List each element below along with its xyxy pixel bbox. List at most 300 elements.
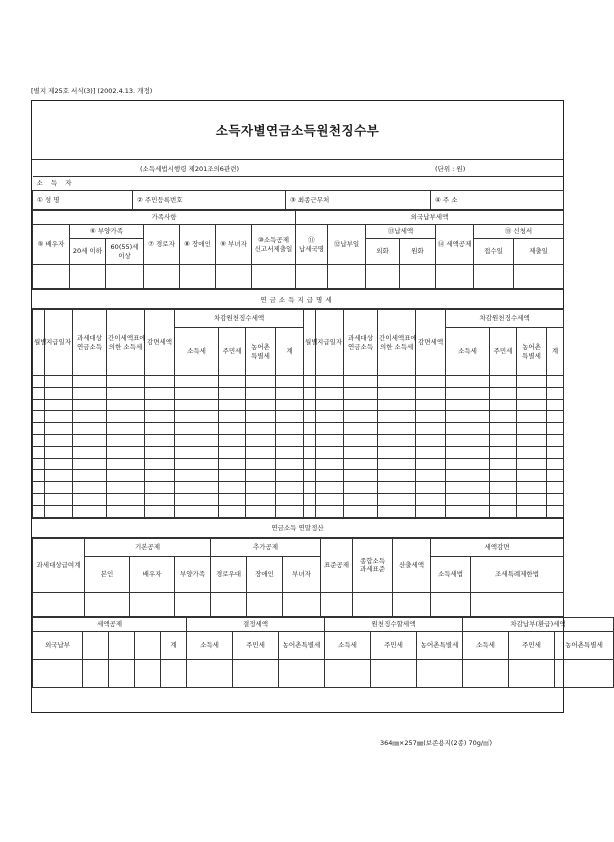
- table-cell[interactable]: [33, 470, 45, 482]
- wh-rural-tax-label: 농어촌특별세: [417, 631, 463, 659]
- form-title-row: [32, 101, 563, 160]
- fin-rural-tax-label: 농어촌특별세: [555, 631, 614, 659]
- table-cell[interactable]: [490, 411, 517, 423]
- table-cell[interactable]: [490, 482, 517, 494]
- table-cell[interactable]: [344, 399, 378, 411]
- table-cell[interactable]: [219, 470, 246, 482]
- table-cell[interactable]: [547, 434, 564, 446]
- table-cell[interactable]: [175, 458, 219, 470]
- table-cell[interactable]: [416, 376, 446, 388]
- table-cell[interactable]: [107, 411, 145, 423]
- subtitle-row: [32, 160, 563, 176]
- table-cell[interactable]: [246, 482, 276, 494]
- table-cell[interactable]: [33, 434, 45, 446]
- table-cell[interactable]: [517, 399, 547, 411]
- table-cell[interactable]: [517, 423, 547, 435]
- table-cell[interactable]: [378, 493, 416, 505]
- table-cell[interactable]: [344, 470, 378, 482]
- taxable-label-2: 과세대상 연금소득: [344, 310, 378, 376]
- table-cell[interactable]: [547, 399, 564, 411]
- table-cell[interactable]: [304, 470, 316, 482]
- table-cell[interactable]: [175, 482, 219, 494]
- female-label: ⑨ 부녀자: [216, 225, 252, 265]
- table-cell[interactable]: [246, 446, 276, 458]
- received-date-label: 접수일: [474, 239, 514, 265]
- table-cell[interactable]: [175, 399, 219, 411]
- table-cell[interactable]: [490, 423, 517, 435]
- table-cell[interactable]: [175, 446, 219, 458]
- additional-deduction-label: 추가공제: [211, 538, 321, 556]
- table-cell[interactable]: [316, 411, 344, 423]
- foreign-section-label: 외국납부세액: [296, 211, 564, 225]
- table-cell[interactable]: [73, 434, 107, 446]
- settlement-table: [32, 538, 564, 617]
- tax-base-label: 종합소득 과세표준: [353, 538, 393, 592]
- table-cell[interactable]: [219, 411, 246, 423]
- table-cell[interactable]: [304, 423, 316, 435]
- final-tax-label: 차감납부(환급)세액: [463, 617, 614, 631]
- table-cell[interactable]: [107, 458, 145, 470]
- table-cell[interactable]: [446, 505, 490, 517]
- table-cell[interactable]: [219, 376, 246, 388]
- table-cell[interactable]: [416, 470, 446, 482]
- table-cell[interactable]: [45, 470, 73, 482]
- table-row: [33, 505, 564, 517]
- table-cell[interactable]: [304, 446, 316, 458]
- taxable-label-1: 과세대상 연금소득: [73, 310, 107, 376]
- table-cell[interactable]: [446, 423, 490, 435]
- table-cell[interactable]: [107, 399, 145, 411]
- table-cell[interactable]: [416, 387, 446, 399]
- table-cell[interactable]: [276, 458, 304, 470]
- table-cell[interactable]: [446, 482, 490, 494]
- employer-label: ③ 최종근무처: [286, 191, 431, 210]
- table-cell[interactable]: [45, 434, 73, 446]
- fin-resident-tax-label: 주민세: [509, 631, 555, 659]
- table-cell[interactable]: [316, 434, 344, 446]
- application-label: ⑮ 신청서: [474, 225, 564, 239]
- table-cell[interactable]: [33, 387, 45, 399]
- table-cell[interactable]: [344, 376, 378, 388]
- table-cell[interactable]: [246, 505, 276, 517]
- table-cell[interactable]: [246, 376, 276, 388]
- form-number: [별지 제25호 서식(3)] (2002.4.13. 개정): [31, 87, 153, 95]
- table-cell[interactable]: [175, 387, 219, 399]
- table-cell[interactable]: [344, 482, 378, 494]
- table-cell[interactable]: [316, 482, 344, 494]
- foreign-tax-label: ⑬납세액: [366, 225, 436, 239]
- table-cell[interactable]: [175, 411, 219, 423]
- table-cell[interactable]: [416, 482, 446, 494]
- table-cell[interactable]: [378, 376, 416, 388]
- table-cell[interactable]: [246, 399, 276, 411]
- table-cell[interactable]: [547, 458, 564, 470]
- table-cell[interactable]: [316, 470, 344, 482]
- table-cell[interactable]: [547, 482, 564, 494]
- table-cell[interactable]: [446, 411, 490, 423]
- table-cell[interactable]: [107, 493, 145, 505]
- tax-credit-label: ⑭ 세액공제: [436, 225, 474, 265]
- table-cell[interactable]: [33, 411, 45, 423]
- table-cell[interactable]: [219, 458, 246, 470]
- income-tax-label-1: 소득세: [175, 328, 219, 376]
- det-rural-tax-label: 농어촌특별세: [279, 631, 325, 659]
- table-cell[interactable]: [446, 470, 490, 482]
- self-label: 본인: [85, 556, 130, 592]
- table-cell[interactable]: [416, 458, 446, 470]
- table-cell[interactable]: [73, 423, 107, 435]
- name-label: ① 성 명: [33, 191, 133, 210]
- table-cell[interactable]: [246, 434, 276, 446]
- table-cell[interactable]: [107, 446, 145, 458]
- table-cell[interactable]: [490, 387, 517, 399]
- table-cell[interactable]: [219, 482, 246, 494]
- table-cell[interactable]: [490, 446, 517, 458]
- table-cell[interactable]: [276, 482, 304, 494]
- table-cell[interactable]: [33, 505, 45, 517]
- table-cell[interactable]: [416, 505, 446, 517]
- table-cell[interactable]: [246, 423, 276, 435]
- table-cell[interactable]: [316, 376, 344, 388]
- reduced-label-1: 감면세액: [145, 310, 175, 376]
- table-cell[interactable]: [378, 411, 416, 423]
- table-cell[interactable]: [219, 505, 246, 517]
- table-cell[interactable]: [45, 458, 73, 470]
- month-label-1: 월별: [33, 310, 45, 376]
- table-cell[interactable]: [316, 399, 344, 411]
- table-cell[interactable]: [446, 376, 490, 388]
- table-cell[interactable]: [547, 493, 564, 505]
- table-cell[interactable]: [73, 505, 107, 517]
- foreign-currency-label: 외화: [366, 239, 400, 265]
- table-cell[interactable]: [316, 493, 344, 505]
- table-cell[interactable]: [145, 482, 175, 494]
- paper-spec: 364㎜×257㎜(보존용지(2종) 70g/㎡): [380, 739, 493, 747]
- prev-withheld-label: 원천징수할세액: [325, 617, 463, 631]
- spouse-label: ⑤ 배우자: [33, 225, 70, 265]
- table-cell[interactable]: [145, 458, 175, 470]
- table-cell[interactable]: [246, 411, 276, 423]
- table-cell[interactable]: [33, 446, 45, 458]
- family-section-label: 가족사항: [33, 211, 296, 225]
- table-cell[interactable]: [416, 411, 446, 423]
- table-cell[interactable]: [276, 446, 304, 458]
- table-cell[interactable]: [547, 423, 564, 435]
- table-cell[interactable]: [45, 505, 73, 517]
- table-cell[interactable]: [73, 387, 107, 399]
- table-cell[interactable]: [378, 399, 416, 411]
- total-label-1: 계: [276, 328, 304, 376]
- table-cell[interactable]: [145, 446, 175, 458]
- family-foreign-table: [32, 210, 564, 289]
- table-cell[interactable]: [246, 493, 276, 505]
- rural-tax-label-1: 농어촌 특별세: [246, 328, 276, 376]
- table-cell[interactable]: [219, 399, 246, 411]
- table-cell[interactable]: [107, 376, 145, 388]
- table-cell[interactable]: [175, 434, 219, 446]
- standard-deduction-label: 표준공제: [321, 538, 353, 592]
- rural-tax-label-2: 농어촌 특별세: [517, 328, 547, 376]
- settle-elderly-label: 경로우대: [211, 556, 247, 592]
- dependents-label: ⑥ 부양가족: [70, 225, 144, 239]
- under20-label: 20세 이하: [70, 239, 106, 265]
- table-cell[interactable]: [73, 482, 107, 494]
- table-cell[interactable]: [344, 458, 378, 470]
- table-cell[interactable]: [107, 505, 145, 517]
- settle-spouse-label: 배우자: [130, 556, 175, 592]
- calculated-tax-label: 산출세액: [393, 538, 431, 592]
- reduced-label-2: 감면세액: [416, 310, 446, 376]
- table-cell[interactable]: [219, 434, 246, 446]
- table-cell[interactable]: [73, 376, 107, 388]
- table-cell[interactable]: [344, 411, 378, 423]
- table-cell[interactable]: [490, 399, 517, 411]
- table-cell[interactable]: [517, 470, 547, 482]
- table-row: [33, 470, 564, 482]
- income-tax-label-2: 소득세: [446, 328, 490, 376]
- table-cell[interactable]: [107, 482, 145, 494]
- table-cell[interactable]: [304, 482, 316, 494]
- table-cell[interactable]: [446, 399, 490, 411]
- table-cell[interactable]: [490, 493, 517, 505]
- paydate-label-2: 지급일자: [316, 310, 344, 376]
- table-cell[interactable]: [316, 446, 344, 458]
- table-cell[interactable]: [276, 505, 304, 517]
- table-cell[interactable]: [378, 434, 416, 446]
- table-cell[interactable]: [276, 434, 304, 446]
- table-cell[interactable]: [344, 446, 378, 458]
- table-cell[interactable]: [304, 387, 316, 399]
- table-cell[interactable]: [73, 411, 107, 423]
- table-cell[interactable]: [378, 423, 416, 435]
- resident-tax-label-1: 주민세: [219, 328, 246, 376]
- payment-table: [32, 309, 564, 518]
- table-row: [33, 458, 564, 470]
- table-cell[interactable]: [517, 387, 547, 399]
- table-cell[interactable]: [490, 470, 517, 482]
- table-cell[interactable]: [145, 505, 175, 517]
- table-cell[interactable]: [175, 505, 219, 517]
- table-cell[interactable]: [107, 434, 145, 446]
- table-cell[interactable]: [45, 387, 73, 399]
- deduction-date-label: ⑩소득공제 신고서제출일: [252, 225, 296, 265]
- legal-basis: (소득세법시행령 제201조의6관련): [140, 165, 240, 173]
- settlement-section-label: 연금소득 연말정산: [32, 518, 563, 538]
- table-cell[interactable]: [33, 399, 45, 411]
- table-cell[interactable]: [378, 482, 416, 494]
- table-cell[interactable]: [145, 399, 175, 411]
- table-cell[interactable]: [517, 411, 547, 423]
- table-cell[interactable]: [304, 493, 316, 505]
- wh-resident-tax-label: 주민세: [371, 631, 417, 659]
- address-label: ④ 주 소: [431, 191, 564, 210]
- table-row: [33, 482, 564, 494]
- table-cell[interactable]: [344, 387, 378, 399]
- table-cell[interactable]: [378, 470, 416, 482]
- table-row: [33, 399, 564, 411]
- table-cell[interactable]: [145, 423, 175, 435]
- table-row: [33, 493, 564, 505]
- table-cell[interactable]: [517, 446, 547, 458]
- table-cell[interactable]: [446, 458, 490, 470]
- table-cell[interactable]: [316, 387, 344, 399]
- withheld-label-1: 차감원천징수세액: [175, 310, 304, 328]
- det-resident-tax-label: 주민세: [233, 631, 279, 659]
- table-cell[interactable]: [304, 399, 316, 411]
- table-cell[interactable]: [490, 434, 517, 446]
- foreign-paydate-label: ⑫납부일: [328, 225, 366, 265]
- total-label-2: 계: [547, 328, 564, 376]
- table-cell[interactable]: [33, 376, 45, 388]
- table-cell[interactable]: [145, 411, 175, 423]
- table-cell[interactable]: [446, 434, 490, 446]
- table-cell[interactable]: [219, 387, 246, 399]
- table-cell[interactable]: [378, 387, 416, 399]
- table-cell[interactable]: [45, 423, 73, 435]
- table-cell[interactable]: [304, 434, 316, 446]
- taxable-sum-label: 과세대상급여계: [33, 538, 85, 592]
- table-cell[interactable]: [344, 505, 378, 517]
- table-cell[interactable]: [304, 505, 316, 517]
- table-cell[interactable]: [276, 470, 304, 482]
- table-cell[interactable]: [175, 376, 219, 388]
- form-title: 소득자별연금소득원천징수부: [215, 123, 380, 138]
- table-cell[interactable]: [416, 434, 446, 446]
- table-cell[interactable]: [175, 470, 219, 482]
- table-cell[interactable]: [276, 399, 304, 411]
- table-cell[interactable]: [276, 493, 304, 505]
- table-cell[interactable]: [547, 446, 564, 458]
- table-cell[interactable]: [45, 399, 73, 411]
- over60-label: 60(55)세 이상: [106, 239, 144, 265]
- table-cell[interactable]: [517, 434, 547, 446]
- table-cell[interactable]: [145, 470, 175, 482]
- table-cell[interactable]: [33, 482, 45, 494]
- special-tax-act-label: 조세특례제한법: [471, 556, 564, 592]
- disabled-label: ⑧ 장애인: [180, 225, 216, 265]
- table-cell[interactable]: [276, 387, 304, 399]
- table-cell[interactable]: [416, 399, 446, 411]
- table-cell[interactable]: [490, 505, 517, 517]
- table-cell[interactable]: [45, 411, 73, 423]
- table-cell[interactable]: [446, 493, 490, 505]
- table-row: [33, 446, 564, 458]
- settle-dependents-label: 부양가족: [175, 556, 211, 592]
- table-cell[interactable]: [45, 493, 73, 505]
- table-cell[interactable]: [246, 470, 276, 482]
- table-cell[interactable]: [316, 423, 344, 435]
- table-row: [33, 376, 564, 388]
- table-cell[interactable]: [219, 423, 246, 435]
- table-cell[interactable]: [517, 458, 547, 470]
- table-cell[interactable]: [73, 493, 107, 505]
- recipient-table: [32, 176, 564, 210]
- table-cell[interactable]: [316, 458, 344, 470]
- table-cell[interactable]: [517, 505, 547, 517]
- table-cell[interactable]: [45, 482, 73, 494]
- table-cell[interactable]: [517, 376, 547, 388]
- table-cell[interactable]: [547, 505, 564, 517]
- table-cell[interactable]: [378, 446, 416, 458]
- table-cell[interactable]: [145, 493, 175, 505]
- table-row: [33, 411, 564, 423]
- table-cell[interactable]: [175, 423, 219, 435]
- table-cell[interactable]: [73, 446, 107, 458]
- table-cell[interactable]: [246, 458, 276, 470]
- table-cell[interactable]: [547, 470, 564, 482]
- table-cell[interactable]: [547, 387, 564, 399]
- table-cell[interactable]: [73, 470, 107, 482]
- table-cell[interactable]: [145, 387, 175, 399]
- simple-tax-label-1: 간이세액표에 의한 소득세: [107, 310, 145, 376]
- table-cell[interactable]: [416, 493, 446, 505]
- recipient-section-label: 소 득 자: [33, 177, 564, 191]
- table-cell[interactable]: [33, 423, 45, 435]
- table-cell[interactable]: [45, 446, 73, 458]
- table-cell[interactable]: [73, 458, 107, 470]
- table-cell[interactable]: [219, 446, 246, 458]
- table-cell[interactable]: [276, 423, 304, 435]
- table-cell[interactable]: [276, 376, 304, 388]
- determined-tax-label: 결정세액: [187, 617, 325, 631]
- det-income-tax-label: 소득세: [187, 631, 233, 659]
- table-cell[interactable]: [490, 376, 517, 388]
- table-cell[interactable]: [547, 411, 564, 423]
- table-cell[interactable]: [446, 446, 490, 458]
- table-cell[interactable]: [304, 458, 316, 470]
- table-cell[interactable]: [344, 493, 378, 505]
- paydate-label-1: 지급일자: [45, 310, 73, 376]
- table-cell[interactable]: [107, 387, 145, 399]
- month-label-2: 월별: [304, 310, 316, 376]
- table-cell[interactable]: [517, 493, 547, 505]
- table-cell[interactable]: [246, 387, 276, 399]
- table-cell[interactable]: [304, 411, 316, 423]
- table-cell[interactable]: [107, 423, 145, 435]
- table-cell[interactable]: [416, 423, 446, 435]
- table-row: [33, 387, 564, 399]
- table-cell[interactable]: [33, 458, 45, 470]
- table-cell[interactable]: [276, 411, 304, 423]
- table-cell[interactable]: [378, 505, 416, 517]
- table-cell[interactable]: [304, 376, 316, 388]
- table-cell[interactable]: [517, 482, 547, 494]
- table-cell[interactable]: [175, 493, 219, 505]
- table-cell[interactable]: [145, 434, 175, 446]
- table-row: [33, 434, 564, 446]
- table-cell[interactable]: [316, 505, 344, 517]
- table-cell[interactable]: [45, 376, 73, 388]
- table-cell[interactable]: [107, 470, 145, 482]
- table-cell[interactable]: [219, 493, 246, 505]
- table-cell[interactable]: [446, 387, 490, 399]
- table-cell[interactable]: [344, 434, 378, 446]
- table-cell[interactable]: [378, 458, 416, 470]
- resident-tax-label-2: 주민세: [490, 328, 517, 376]
- table-cell[interactable]: [547, 376, 564, 388]
- elderly-label: ⑦ 경로자: [144, 225, 180, 265]
- table-cell[interactable]: [490, 458, 517, 470]
- table-cell[interactable]: [416, 446, 446, 458]
- table-cell[interactable]: [73, 399, 107, 411]
- table-cell[interactable]: [344, 423, 378, 435]
- table-cell[interactable]: [33, 493, 45, 505]
- table-cell[interactable]: [145, 376, 175, 388]
- simple-tax-label-2: 간이세액표에 의한 소득세: [378, 310, 416, 376]
- wh-income-tax-label: 소득세: [325, 631, 371, 659]
- payment-section-label: 연금소득지급명세: [32, 289, 563, 309]
- table-row: [33, 423, 564, 435]
